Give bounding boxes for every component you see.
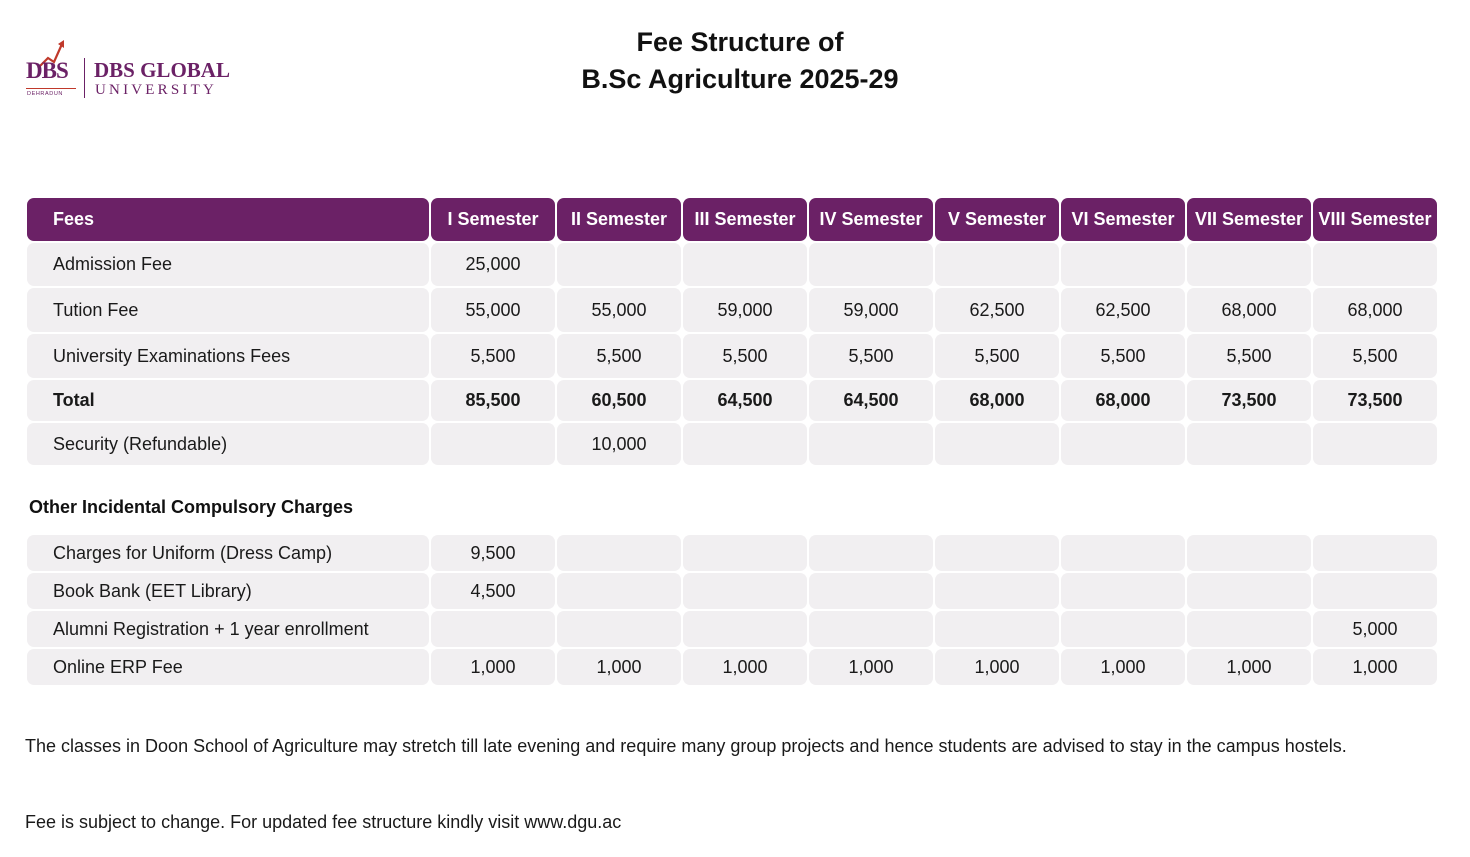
fee-value-cell	[809, 423, 933, 465]
charge-value-cell: 1,000	[935, 649, 1059, 685]
charge-value-cell	[809, 573, 933, 609]
header-cell: IV Semester	[809, 198, 933, 241]
row-label-cell: Online ERP Fee	[27, 649, 429, 685]
fee-value-cell	[683, 423, 807, 465]
fee-value-cell	[935, 423, 1059, 465]
charge-value-cell	[683, 535, 807, 571]
hostel-advice-note: The classes in Doon School of Agriculture may stretch till late evening and require many group projects and hence students are advised to stay in the campus hostels.	[25, 736, 1347, 756]
row-label-cell: Total	[27, 380, 429, 421]
other-charges-table	[27, 535, 1433, 685]
fee-value-cell	[1313, 423, 1437, 465]
fee-value-cell: 59,000	[683, 288, 807, 332]
fee-value-cell	[809, 243, 933, 286]
row-label-cell: University Examinations Fees	[27, 334, 429, 378]
charge-value-cell	[683, 573, 807, 609]
charge-value-cell: 1,000	[1313, 649, 1437, 685]
charge-value-cell	[1061, 611, 1185, 647]
charge-value-cell	[1187, 535, 1311, 571]
row-label-cell: Alumni Registration + 1 year enrollment	[27, 611, 429, 647]
fee-value-cell: 5,500	[1313, 334, 1437, 378]
header-cell: V Semester	[935, 198, 1059, 241]
fee-value-cell: 5,500	[1187, 334, 1311, 378]
fee-value-cell: 68,000	[1313, 288, 1437, 332]
fee-change-note: Fee is subject to change. For updated fee structure kindly visit www.dgu.ac	[25, 812, 622, 832]
charge-value-cell	[1061, 535, 1185, 571]
fee-value-cell: 59,000	[809, 288, 933, 332]
fee-value-cell: 10,000	[557, 423, 681, 465]
fee-value-cell	[683, 243, 807, 286]
charge-value-cell: 1,000	[431, 649, 555, 685]
header-cell: VII Semester	[1187, 198, 1311, 241]
fee-value-cell	[1313, 243, 1437, 286]
fee-value-cell: 64,500	[683, 380, 807, 421]
logo-name-line1: DBS GLOBAL	[94, 58, 230, 82]
header-cell: II Semester	[557, 198, 681, 241]
charge-value-cell	[557, 535, 681, 571]
header-cell: III Semester	[683, 198, 807, 241]
fee-value-cell: 73,500	[1313, 380, 1437, 421]
charge-value-cell	[431, 611, 555, 647]
fee-value-cell: 5,500	[683, 334, 807, 378]
row-label-cell: Security (Refundable)	[27, 423, 429, 465]
fee-value-cell: 25,000	[431, 243, 555, 286]
header-cell: Fees	[27, 198, 429, 241]
charge-value-cell: 1,000	[557, 649, 681, 685]
charge-value-cell: 4,500	[431, 573, 555, 609]
charge-value-cell	[1187, 611, 1311, 647]
charge-value-cell	[809, 535, 933, 571]
row-label-cell: Book Bank (EET Library)	[27, 573, 429, 609]
logo-city: DEHRADUN	[27, 91, 63, 97]
fee-value-cell: 68,000	[935, 380, 1059, 421]
fee-value-cell: 60,500	[557, 380, 681, 421]
fee-value-cell: 55,000	[431, 288, 555, 332]
fee-value-cell: 5,500	[809, 334, 933, 378]
fee-value-cell: 62,500	[935, 288, 1059, 332]
page-title-line1: Fee Structure of	[636, 27, 844, 57]
charge-value-cell	[1313, 573, 1437, 609]
charge-value-cell	[935, 611, 1059, 647]
header-cell: VIII Semester	[1313, 198, 1437, 241]
charge-value-cell: 1,000	[1187, 649, 1311, 685]
fee-value-cell: 5,500	[557, 334, 681, 378]
fee-structure-table	[27, 198, 1433, 465]
logo-name-line2: UNIVERSITY	[95, 82, 217, 98]
fee-value-cell: 68,000	[1061, 380, 1185, 421]
fee-value-cell	[1061, 423, 1185, 465]
row-label-cell: Admission Fee	[27, 243, 429, 286]
charge-value-cell	[809, 611, 933, 647]
fee-value-cell	[1061, 243, 1185, 286]
charge-value-cell: 5,000	[1313, 611, 1437, 647]
charge-value-cell	[557, 573, 681, 609]
logo-mark-text: DBS	[26, 58, 68, 83]
charge-value-cell: 1,000	[1061, 649, 1185, 685]
row-label-cell: Tution Fee	[27, 288, 429, 332]
charge-value-cell	[935, 573, 1059, 609]
fee-value-cell: 62,500	[1061, 288, 1185, 332]
fee-value-cell	[557, 243, 681, 286]
fee-value-cell	[935, 243, 1059, 286]
charge-value-cell: 9,500	[431, 535, 555, 571]
charge-value-cell: 1,000	[809, 649, 933, 685]
fee-value-cell	[431, 423, 555, 465]
header-cell: I Semester	[431, 198, 555, 241]
fee-value-cell: 68,000	[1187, 288, 1311, 332]
charge-value-cell	[1313, 535, 1437, 571]
row-label-cell: Charges for Uniform (Dress Camp)	[27, 535, 429, 571]
charge-value-cell	[683, 611, 807, 647]
fee-value-cell: 73,500	[1187, 380, 1311, 421]
fee-value-cell: 5,500	[431, 334, 555, 378]
charge-value-cell	[935, 535, 1059, 571]
header-cell: VI Semester	[1061, 198, 1185, 241]
fee-value-cell: 5,500	[935, 334, 1059, 378]
fee-value-cell: 64,500	[809, 380, 933, 421]
other-charges-title: Other Incidental Compulsory Charges	[29, 497, 354, 517]
fee-value-cell	[1187, 243, 1311, 286]
page-title-line2: B.Sc Agriculture 2025-29	[581, 64, 899, 94]
fee-value-cell: 85,500	[431, 380, 555, 421]
charge-value-cell: 1,000	[683, 649, 807, 685]
charge-value-cell	[557, 611, 681, 647]
fee-value-cell: 5,500	[1061, 334, 1185, 378]
charge-value-cell	[1061, 573, 1185, 609]
charge-value-cell	[1187, 573, 1311, 609]
fee-value-cell: 55,000	[557, 288, 681, 332]
fee-value-cell	[1187, 423, 1311, 465]
